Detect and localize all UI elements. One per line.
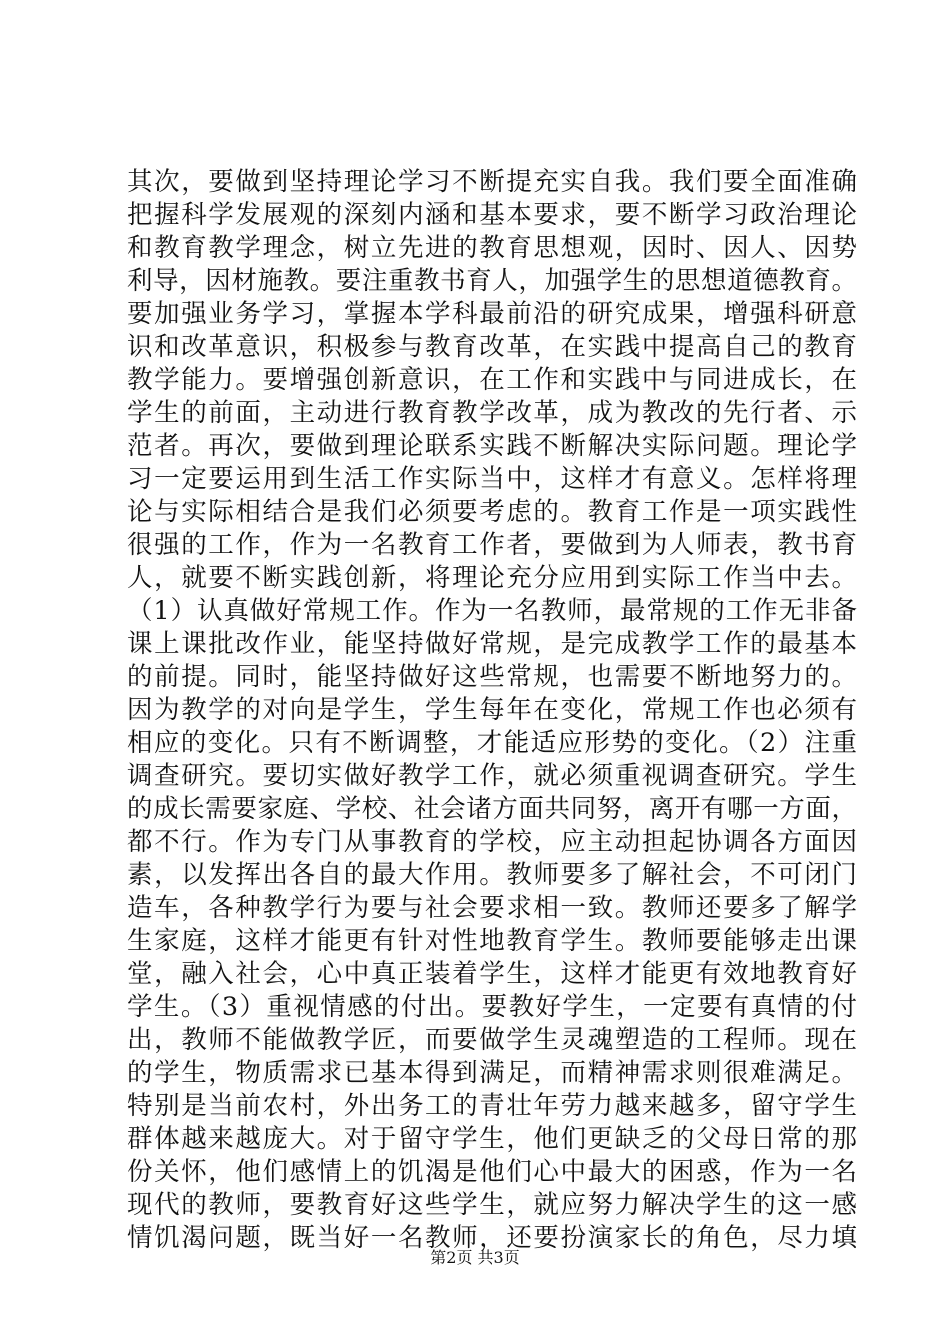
text-line: 特别是当前农村，外出务工的青壮年劳力越来越多，留守学生 bbox=[127, 1091, 857, 1121]
text-line: 很强的工作，作为一名教育工作者，要做到为人师表，教书育 bbox=[127, 530, 857, 560]
text-line: 人，就要不断实践创新，将理论充分应用到实际工作当中去。 bbox=[127, 563, 857, 593]
text-line: 份关怀，他们感情上的饥渴是他们心中最大的困惑，作为一名 bbox=[127, 1157, 857, 1187]
text-line: 情饥渴问题，既当好一名教师，还要扮演家长的角色，尽力填 bbox=[127, 1223, 857, 1253]
text-line: 出，教师不能做教学匠，而要做学生灵魂塑造的工程师。现在 bbox=[127, 1025, 857, 1055]
text-line: 相应的变化。只有不断调整，才能适应形势的变化。（2）注重 bbox=[127, 728, 857, 758]
body-text bbox=[127, 166, 857, 1255]
text-line: 学生的前面，主动进行教育教学改革，成为教改的先行者、示 bbox=[127, 398, 857, 428]
text-line: 生家庭，这样才能更有针对性地教育学生。教师要能够走出课 bbox=[127, 926, 857, 956]
text-line: 群体越来越庞大。对于留守学生，他们更缺乏的父母日常的那 bbox=[127, 1124, 857, 1154]
text-line: 学生。（3）重视情感的付出。要教好学生，一定要有真情的付 bbox=[127, 992, 857, 1022]
text-line: （1）认真做好常规工作。作为一名教师，最常规的工作无非备 bbox=[127, 596, 857, 626]
text-line: 习一定要运用到生活工作实际当中，这样才有意义。怎样将理 bbox=[127, 464, 857, 494]
text-line: 其次，要做到坚持理论学习不断提充实自我。我们要全面准确 bbox=[127, 167, 857, 197]
text-line: 调查研究。要切实做好教学工作，就必须重视调查研究。学生 bbox=[127, 761, 857, 791]
text-line: 的前提。同时，能坚持做好这些常规，也需要不断地努力的。 bbox=[127, 662, 857, 692]
text-line: 论与实际相结合是我们必须要考虑的。教育工作是一项实践性 bbox=[127, 497, 857, 527]
text-line: 都不行。作为专门从事教育的学校，应主动担起协调各方面因 bbox=[127, 827, 857, 857]
text-line: 把握科学发展观的深刻内涵和基本要求，要不断学习政治理论 bbox=[127, 200, 857, 230]
text-line: 的学生，物质需求已基本得到满足，而精神需求则很难满足。 bbox=[127, 1058, 857, 1088]
text-line: 素，以发挥出各自的最大作用。教师要多了解社会，不可闭门 bbox=[127, 860, 857, 890]
text-line: 堂，融入社会，心中真正装着学生，这样才能更有效地教育好 bbox=[127, 959, 857, 989]
text-line: 的成长需要家庭、学校、社会诸方面共同努，离开有哪一方面， bbox=[127, 794, 857, 824]
text-line: 课上课批改作业，能坚持做好常规，是完成教学工作的最基本 bbox=[127, 629, 857, 659]
page-footer: 第2页 共3页 bbox=[430, 1248, 520, 1267]
text-line: 因为教学的对向是学生，学生每年在变化，常规工作也必须有 bbox=[127, 695, 857, 725]
text-line: 要加强业务学习，掌握本学科最前沿的研究成果，增强科研意 bbox=[127, 299, 857, 329]
text-line: 教学能力。要增强创新意识，在工作和实践中与同进成长，在 bbox=[127, 365, 857, 395]
text-line: 造车，各种教学行为要与社会要求相一致。教师还要多了解学 bbox=[127, 893, 857, 923]
text-line: 利导，因材施教。要注重教书育人，加强学生的思想道德教育。 bbox=[127, 266, 857, 296]
text-line: 和教育教学理念，树立先进的教育思想观，因时、因人、因势 bbox=[127, 233, 857, 263]
text-line: 识和改革意识，积极参与教育改革，在实践中提高自己的教育 bbox=[127, 332, 857, 362]
text-line: 范者。再次，要做到理论联系实践不断解决实际问题。理论学 bbox=[127, 431, 857, 461]
text-line: 现代的教师，要教育好这些学生，就应努力解决学生的这一感 bbox=[127, 1190, 857, 1220]
